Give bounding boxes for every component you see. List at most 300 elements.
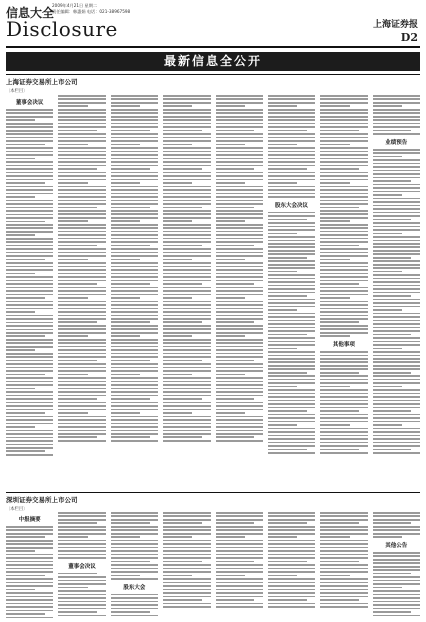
text-line — [268, 393, 315, 395]
text-line — [163, 273, 210, 275]
text-line — [111, 252, 158, 254]
text-line — [320, 95, 367, 97]
text-line — [6, 342, 53, 344]
text-line — [216, 384, 263, 386]
text-line — [111, 95, 158, 97]
text-line — [111, 109, 158, 111]
text-column — [111, 95, 158, 490]
text-line — [111, 363, 158, 365]
text-line — [58, 308, 105, 310]
text-line — [111, 287, 158, 289]
text-line — [216, 294, 263, 296]
text-line — [320, 386, 349, 388]
text-line — [216, 346, 263, 348]
text-line — [268, 564, 315, 566]
text-line — [216, 582, 263, 584]
text-line — [216, 335, 245, 337]
text-line — [6, 596, 53, 598]
text-line — [268, 161, 315, 163]
text-line — [320, 603, 367, 605]
text-line — [163, 158, 210, 160]
text-line — [373, 149, 420, 151]
text-line — [163, 269, 210, 271]
text-line — [373, 552, 420, 554]
text-line — [163, 165, 210, 167]
text-line — [111, 554, 158, 556]
text-line — [163, 412, 192, 414]
text-line — [111, 423, 158, 425]
text-column — [111, 512, 158, 618]
text-line — [58, 325, 105, 327]
text-line — [268, 550, 315, 552]
text-line — [268, 281, 315, 283]
text-line — [216, 519, 263, 521]
text-line — [268, 396, 315, 398]
text-line — [6, 332, 53, 334]
text-line — [6, 592, 53, 594]
text-line — [320, 193, 367, 195]
text-line — [111, 377, 158, 379]
text-line — [111, 168, 150, 170]
text-line — [216, 529, 263, 531]
text-line — [111, 512, 158, 514]
text-line — [320, 403, 367, 405]
text-line — [163, 381, 210, 383]
section-subhead: 董事会决议 — [68, 563, 96, 570]
text-line — [320, 172, 367, 174]
text-line — [268, 240, 315, 242]
text-line — [268, 355, 315, 357]
text-line — [373, 424, 402, 426]
text-line — [320, 224, 367, 226]
text-line — [373, 559, 420, 561]
text-line — [268, 112, 315, 114]
text-line — [268, 414, 315, 416]
text-line — [163, 186, 210, 188]
text-line — [268, 229, 315, 231]
text-line — [216, 526, 263, 528]
article-columns-shenzhen — [6, 512, 420, 618]
text-line — [216, 179, 263, 181]
text-line — [216, 280, 263, 282]
text-line — [6, 568, 53, 570]
text-line — [373, 212, 420, 214]
text-line — [111, 140, 158, 142]
text-line — [268, 271, 297, 273]
text-line — [216, 203, 263, 205]
text-line — [58, 224, 105, 226]
text-line — [163, 116, 210, 118]
text-line — [58, 384, 105, 386]
text-line — [111, 604, 158, 606]
text-line — [163, 262, 210, 264]
text-line — [268, 438, 315, 440]
text-line — [111, 360, 150, 362]
text-line — [111, 325, 158, 327]
text-line — [163, 426, 210, 428]
text-line — [6, 349, 35, 351]
text-line — [320, 452, 367, 454]
text-line — [373, 133, 420, 135]
text-line — [111, 273, 158, 275]
text-line — [163, 105, 192, 107]
text-line — [163, 321, 202, 323]
text-line — [163, 349, 210, 351]
text-line — [216, 308, 263, 310]
text-line — [6, 203, 53, 205]
text-line — [6, 360, 53, 362]
section-subhead: 股东大会决议 — [275, 202, 309, 209]
text-line — [373, 594, 420, 596]
text-line — [6, 179, 53, 181]
text-line — [216, 259, 245, 261]
text-line — [268, 589, 315, 591]
text-line — [268, 285, 315, 287]
text-line — [320, 435, 367, 437]
text-line — [320, 589, 367, 591]
text-line — [163, 335, 192, 337]
text-line — [6, 582, 53, 584]
text-line — [111, 342, 158, 344]
text-line — [111, 575, 140, 577]
text-line — [58, 377, 105, 379]
text-line — [320, 382, 367, 384]
text-line — [111, 398, 150, 400]
text-line — [268, 105, 297, 107]
text-line — [58, 328, 105, 330]
text-line — [268, 288, 315, 290]
text-line — [268, 295, 307, 297]
text-line — [320, 109, 367, 111]
text-line — [216, 151, 263, 153]
text-line — [268, 172, 315, 174]
text-line — [268, 292, 315, 294]
text-line — [216, 440, 263, 442]
brand-logo: 信息大全 — [6, 6, 55, 20]
text-line — [6, 133, 53, 135]
text-line — [111, 308, 158, 310]
text-column — [163, 512, 210, 618]
text-line — [6, 297, 45, 299]
text-line — [58, 161, 105, 163]
text-line — [163, 248, 210, 250]
text-line — [6, 575, 45, 577]
text-line — [163, 133, 210, 135]
text-line — [6, 391, 53, 393]
text-line — [268, 435, 315, 437]
text-line — [268, 126, 315, 128]
text-line — [216, 388, 263, 390]
text-line — [111, 154, 158, 156]
text-line — [216, 220, 245, 222]
text-line — [6, 168, 53, 170]
text-line — [58, 318, 105, 320]
text-line — [163, 423, 210, 425]
text-line — [373, 382, 420, 384]
text-line — [373, 351, 420, 353]
text-line — [216, 374, 245, 376]
text-line — [320, 407, 367, 409]
text-line — [268, 582, 315, 584]
text-line — [373, 323, 420, 325]
text-line — [111, 266, 158, 268]
text-line — [320, 578, 367, 580]
text-line — [268, 236, 315, 238]
text-line — [373, 372, 412, 374]
text-line — [216, 224, 263, 226]
text-line — [6, 315, 53, 317]
text-line — [58, 436, 97, 438]
text-line — [111, 311, 158, 313]
text-line — [373, 163, 420, 165]
text-line — [216, 349, 263, 351]
text-line — [6, 231, 53, 233]
text-line — [111, 522, 150, 524]
text-line — [6, 554, 53, 556]
text-line — [6, 276, 53, 278]
text-line — [373, 449, 412, 451]
text-line — [111, 200, 158, 202]
text-line — [6, 311, 35, 313]
text-line — [6, 606, 53, 608]
text-line — [58, 515, 105, 517]
text-line — [58, 269, 105, 271]
text-line — [111, 601, 158, 603]
text-line — [163, 224, 210, 226]
text-line — [268, 151, 315, 153]
text-line — [373, 198, 420, 200]
text-line — [373, 358, 420, 360]
text-line — [373, 512, 420, 514]
text-line — [373, 271, 402, 273]
text-line — [111, 335, 140, 337]
text-line — [111, 611, 150, 613]
section-subhead: 业绩预告 — [385, 139, 408, 146]
text-line — [6, 416, 53, 418]
text-line — [320, 428, 367, 430]
text-line — [58, 573, 97, 575]
text-line — [163, 126, 210, 128]
text-line — [6, 533, 53, 535]
text-line — [268, 215, 315, 217]
text-line — [163, 280, 210, 282]
text-line — [163, 276, 210, 278]
text-line — [320, 526, 367, 528]
text-line — [268, 278, 315, 280]
text-column — [320, 512, 367, 618]
text-line — [216, 391, 263, 393]
text-line — [58, 412, 87, 414]
text-line — [373, 180, 412, 182]
text-line — [6, 426, 35, 428]
text-line — [163, 596, 210, 598]
text-line — [216, 196, 263, 198]
text-line — [216, 321, 255, 323]
text-line — [58, 321, 97, 323]
text-line — [111, 220, 140, 222]
text-line — [268, 109, 315, 111]
text-line — [268, 372, 307, 374]
text-line — [6, 287, 53, 289]
text-line — [373, 428, 420, 430]
text-line — [216, 154, 263, 156]
text-line — [111, 328, 158, 330]
text-line — [6, 252, 53, 254]
text-line — [373, 159, 420, 161]
text-line — [163, 266, 210, 268]
text-line — [58, 196, 105, 198]
text-line — [373, 236, 420, 238]
text-line — [58, 144, 87, 146]
text-line — [320, 231, 367, 233]
text-line — [58, 374, 87, 376]
text-line — [6, 140, 53, 142]
text-line — [268, 233, 297, 235]
text-line — [111, 213, 158, 215]
text-line — [6, 353, 53, 355]
text-line — [373, 156, 402, 158]
text-line — [268, 578, 315, 580]
text-line — [268, 219, 307, 221]
text-line — [320, 438, 367, 440]
text-line — [111, 130, 150, 132]
text-line — [58, 200, 105, 202]
text-line — [216, 266, 263, 268]
text-line — [320, 207, 359, 209]
text-line — [58, 245, 97, 247]
text-line — [373, 529, 420, 531]
text-line — [6, 234, 35, 236]
text-line — [320, 533, 367, 535]
text-line — [373, 410, 412, 412]
text-line — [373, 533, 420, 535]
text-line — [373, 205, 420, 207]
text-line — [58, 175, 105, 177]
text-line — [6, 450, 45, 452]
text-line — [216, 436, 255, 438]
text-line — [268, 403, 315, 405]
text-line — [320, 241, 367, 243]
text-line — [111, 356, 158, 358]
text-line — [6, 112, 53, 114]
text-line — [163, 374, 192, 376]
text-line — [58, 360, 97, 362]
text-line — [111, 290, 158, 292]
text-line — [58, 140, 105, 142]
text-line — [373, 295, 412, 297]
text-line — [58, 248, 105, 250]
text-line — [373, 615, 420, 617]
text-line — [320, 144, 349, 146]
text-line — [163, 540, 210, 542]
text-line — [268, 442, 315, 444]
text-line — [6, 578, 53, 580]
text-line — [268, 212, 315, 214]
text-line — [320, 308, 367, 310]
text-line — [216, 144, 245, 146]
text-line — [320, 571, 367, 573]
text-line — [111, 608, 158, 610]
text-line — [268, 445, 315, 447]
text-line — [268, 382, 315, 384]
text-line — [216, 112, 263, 114]
text-line — [320, 355, 367, 357]
text-line — [111, 381, 158, 383]
text-line — [163, 147, 210, 149]
text-line — [163, 585, 210, 587]
text-line — [216, 217, 263, 219]
text-line — [268, 320, 315, 322]
text-line — [320, 158, 367, 160]
text-line — [111, 196, 158, 198]
text-line — [111, 161, 158, 163]
text-line — [111, 564, 158, 566]
text-line — [216, 168, 255, 170]
text-line — [268, 561, 307, 563]
text-line — [268, 424, 297, 426]
text-line — [163, 391, 210, 393]
text-line — [216, 241, 263, 243]
market-title-shenzhen: 深圳证券交易所上市公司 — [6, 495, 82, 504]
text-line — [6, 189, 53, 191]
text-line — [163, 213, 210, 215]
text-line — [58, 529, 105, 531]
text-line — [320, 540, 367, 542]
text-line — [6, 550, 35, 552]
text-line — [320, 564, 367, 566]
text-line — [163, 377, 210, 379]
text-line — [58, 335, 87, 337]
text-line — [373, 243, 420, 245]
text-line — [216, 207, 255, 209]
text-line — [111, 112, 158, 114]
text-line — [268, 175, 315, 177]
text-line — [163, 409, 210, 411]
text-line — [216, 540, 263, 542]
text-line — [216, 412, 245, 414]
text-line — [111, 402, 158, 404]
text-line — [268, 557, 315, 559]
text-line — [58, 580, 105, 582]
text-line — [320, 365, 367, 367]
text-line — [163, 606, 210, 608]
text-line — [373, 177, 420, 179]
text-line — [58, 116, 105, 118]
text-line — [58, 416, 105, 418]
text-line — [58, 332, 105, 334]
text-line — [163, 140, 210, 142]
text-line — [111, 165, 158, 167]
text-line — [373, 187, 420, 189]
text-line — [6, 280, 53, 282]
text-line — [320, 424, 349, 426]
text-line — [216, 133, 263, 135]
text-column — [58, 95, 105, 490]
text-line — [216, 95, 263, 97]
text-line — [58, 231, 105, 233]
text-line — [373, 348, 402, 350]
text-line — [216, 231, 263, 233]
text-column — [373, 95, 420, 490]
text-line — [6, 130, 53, 132]
text-line — [163, 144, 192, 146]
text-line — [6, 151, 53, 153]
text-line — [6, 154, 53, 156]
text-line — [163, 360, 202, 362]
text-line — [373, 109, 420, 111]
text-line — [163, 123, 210, 125]
text-line — [268, 130, 307, 132]
